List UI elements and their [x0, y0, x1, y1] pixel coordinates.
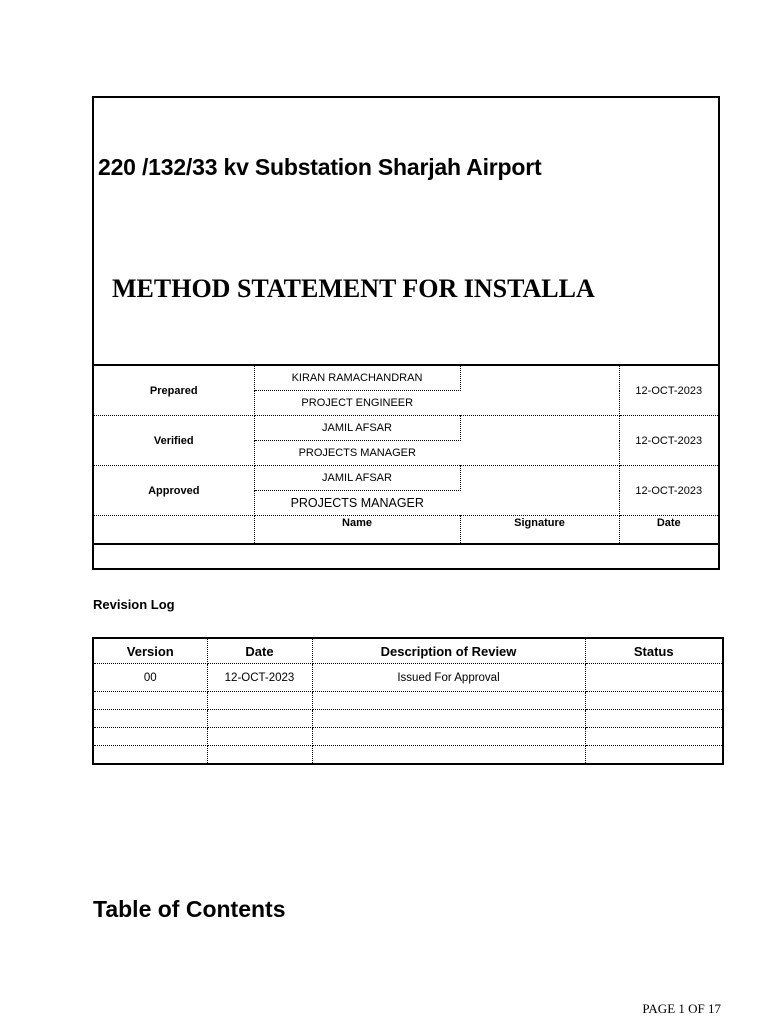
table-cell: [93, 746, 207, 765]
approval-position: PROJECTS MANAGER: [254, 491, 460, 516]
approval-position: PROJECT ENGINEER: [254, 391, 460, 416]
page-number: PAGE 1 OF 17: [642, 1001, 721, 1016]
project-title: 220 /132/33 kv Substation Sharjah Airport: [98, 154, 542, 180]
table-cell: [93, 728, 207, 746]
table-cell: [207, 710, 312, 728]
table-cell: [207, 728, 312, 746]
table-row: [93, 710, 723, 728]
table-row: [93, 728, 723, 746]
approval-row-prepared: [94, 365, 718, 391]
revision-log-label: Revision Log: [93, 597, 175, 612]
revision-date: 12-OCT-2023: [207, 664, 312, 692]
revision-header-description: Description of Review: [312, 638, 585, 664]
document-title: METHOD STATEMENT FOR INSTALLA: [112, 274, 595, 303]
approval-row-verified: [94, 416, 718, 441]
table-cell: [93, 692, 207, 710]
approval-name: KIRAN RAMACHANDRAN: [254, 365, 460, 391]
approval-signature: [460, 416, 619, 466]
approval-position: PROJECTS MANAGER: [254, 441, 460, 466]
table-of-contents-heading: Table of Contents: [93, 896, 286, 922]
table-row: [93, 746, 723, 765]
revision-header-date: Date: [207, 638, 312, 664]
approval-header-date: Date: [656, 517, 681, 529]
table-cell: [207, 746, 312, 765]
approval-role: Prepared: [94, 365, 254, 416]
approval-row-approved: [94, 466, 718, 491]
table-cell: [585, 746, 723, 765]
table-cell: [312, 746, 585, 765]
approval-header-row: [94, 516, 718, 545]
approval-signature: [460, 466, 619, 516]
table-row: [93, 664, 723, 692]
approval-name: JAMIL AFSAR: [254, 466, 460, 491]
revision-header-row: [93, 638, 723, 664]
revision-header-version: Version: [93, 638, 207, 664]
approval-signature: [460, 365, 619, 416]
table-cell: [312, 710, 585, 728]
approval-date: 12-OCT-2023: [619, 365, 718, 416]
table-cell: [207, 692, 312, 710]
approval-role: Approved: [94, 466, 254, 516]
table-cell: [585, 692, 723, 710]
approval-date: 12-OCT-2023: [619, 466, 718, 516]
approval-role: Verified: [94, 416, 254, 466]
revision-status: [585, 664, 723, 692]
approval-header-empty: [94, 516, 254, 545]
revision-header-status: Status: [585, 638, 723, 664]
revision-description: Issued For Approval: [312, 664, 585, 692]
revision-version: 00: [93, 664, 207, 692]
approval-name: JAMIL AFSAR: [254, 416, 460, 441]
cover-block: [92, 96, 720, 570]
approval-date: 12-OCT-2023: [619, 416, 718, 466]
table-cell: [312, 692, 585, 710]
approval-header-name: Name: [254, 516, 460, 545]
table-cell: [585, 728, 723, 746]
revision-log-table: [92, 637, 724, 765]
table-cell: [312, 728, 585, 746]
table-cell: [585, 710, 723, 728]
approval-header-signature: Signature: [460, 516, 619, 545]
table-cell: [93, 710, 207, 728]
approval-table: [94, 364, 718, 545]
table-row: [93, 692, 723, 710]
